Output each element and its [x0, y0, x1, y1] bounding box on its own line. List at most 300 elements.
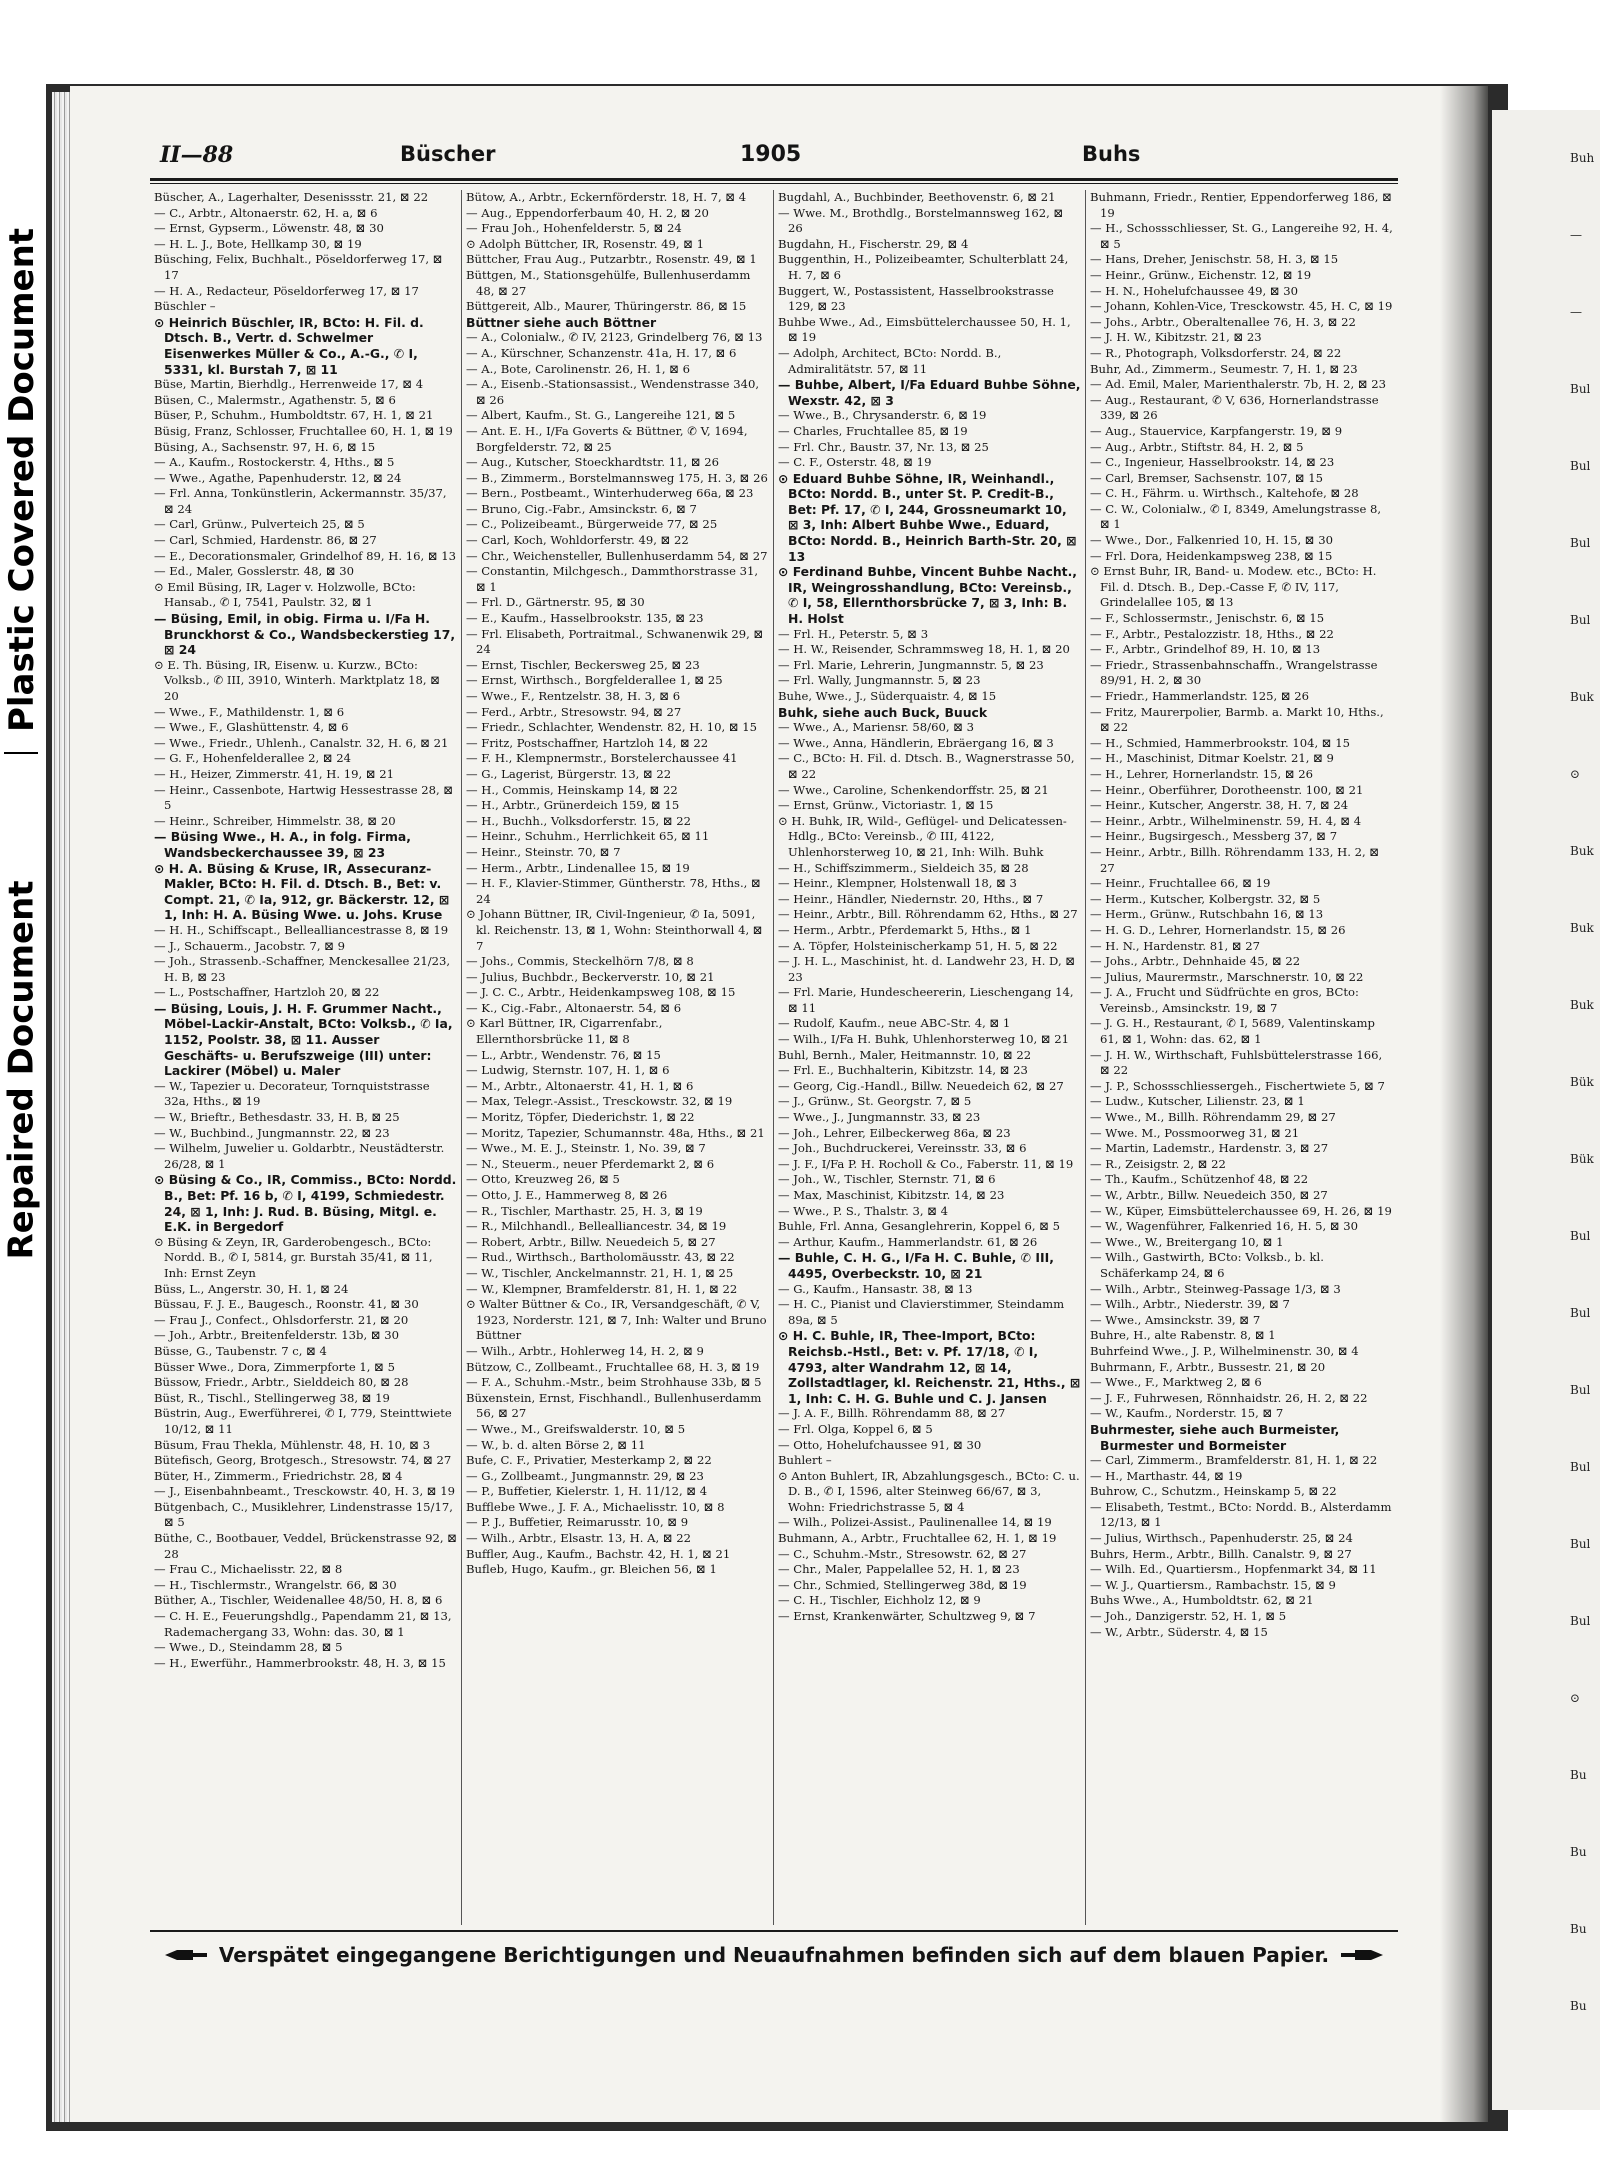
- directory-entry: ⊙ Büsing & Zeyn, IR, Garderobengesch., BCto: Nordd. B., ✆ I, 5814, gr. Burstah 35/41, ⊠ 11, Inh: Ernst Zeyn: [154, 1234, 433, 1280]
- pointing-hand-icon: [163, 1947, 209, 1963]
- directory-entry: ⊙ Heinrich Büschler, IR, BCto: H. Fil. d. Dtsch. B., Vertr. d. Schwelmer Eisenwerkes Müller & Co., A.-G., ✆ I, 5331, kl. Burstah 7, ⊠ 11: [154, 314, 424, 377]
- adjacent-page-text: Bul: [1570, 613, 1591, 627]
- directory-column-3: [774, 190, 1086, 1925]
- directory-entry: — F. A., Schuhm.-Mstr., beim Strohhause 33b, ⊠ 5: [466, 1375, 762, 1390]
- directory-entry: — M., Arbtr., Altonaerstr. 41, H. 1, ⊠ 6: [466, 1078, 694, 1093]
- directory-entry: — Wilh., I/Fa H. Buhk, Uhlenhorsterweg 10, ⊠ 21: [778, 1032, 1070, 1047]
- directory-entry: Buffler, Aug., Kaufm., Bachstr. 42, H. 1, ⊠ 21: [466, 1546, 731, 1561]
- directory-entry: — H. N., Hardenstr. 81, ⊠ 27: [1090, 938, 1261, 953]
- directory-entry: — Aug., Stauervice, Karpfangerstr. 19, ⊠ 9: [1090, 423, 1343, 438]
- directory-entry: — Georg, Cig.-Handl., Billw. Neuedeich 62, ⊠ 27: [778, 1078, 1064, 1093]
- directory-entry: — J. P., Schossschliessergeh., Fischertwiete 5, ⊠ 7: [1090, 1078, 1385, 1093]
- directory-entry: — C., Ingenieur, Hasselbrookstr. 14, ⊠ 23: [1090, 455, 1335, 470]
- header-rule-thin: [150, 183, 1398, 184]
- directory-entry: ⊙ H. Buhk, IR, Wild-, Geflügel- und Delicatessen-Hdlg., BCto: Vereinsb., ✆ III, 4122, Uhlenhorsterweg 10, ⊠ 21, Inh: Wilh. Buhk: [778, 813, 1067, 859]
- directory-entry: — F., Arbtr., Grindelhof 89, H. 10, ⊠ 13: [1090, 642, 1321, 657]
- directory-entry: Büsen, C., Malermstr., Agathenstr. 5, ⊠ 6: [154, 392, 396, 407]
- adjacent-page-text: Bu: [1570, 1922, 1587, 1936]
- directory-entry: — Elisabeth, Testmt., BCto: Nordd. B., Alsterdamm 12/13, ⊠ 1: [1090, 1499, 1392, 1530]
- directory-entry: — Martin, Lademstr., Hardenstr. 3, ⊠ 27: [1090, 1141, 1329, 1156]
- directory-entry: — Adolph, Architect, BCto: Nordd. B., Admiralitätstr. 57, ⊠ 11: [778, 345, 1002, 376]
- directory-entry: — W., Klempner, Bramfelderstr. 81, H. 1, ⊠ 22: [466, 1281, 738, 1296]
- directory-entry: — Carl, Bremser, Sachsenstr. 107, ⊠ 15: [1090, 470, 1324, 485]
- directory-entry: — J. H. W., Kibitzstr. 21, ⊠ 23: [1090, 330, 1262, 345]
- side-label-strip: [0, 0, 44, 2177]
- directory-entry: — Carl, Zimmerm., Bramfelderstr. 81, H. 1, ⊠ 22: [1090, 1453, 1378, 1468]
- directory-entry: — Chr., Maler, Pappelallee 52, H. 1, ⊠ 23: [778, 1562, 1020, 1577]
- directory-entry: — Frau Joh., Hohenfelderstr. 5, ⊠ 24: [466, 221, 682, 236]
- directory-entry: — Robert, Arbtr., Billw. Neuedeich 5, ⊠ 27: [466, 1234, 716, 1249]
- directory-entry: ⊙ Büsing & Co., IR, Commiss., BCto: Nordd. B., Bet: Pf. 16 b, ✆ I, 4199, Schmiedestr. 24, ⊠ 1, Inh: J. Rud. B. Büsing, Mitgl. e. E.K. in Bergedorf: [154, 1172, 457, 1235]
- directory-entry: — Wwe., F., Glashüttenstr. 4, ⊠ 6: [154, 720, 349, 735]
- directory-entry: — Wilh., Arbtr., Niederstr. 39, ⊠ 7: [1090, 1297, 1290, 1312]
- directory-entry: — H. N., Hohelufchaussee 49, ⊠ 30: [1090, 283, 1299, 298]
- directory-entry: — C., Arbtr., Altonaerstr. 62, H. a, ⊠ 6: [154, 205, 378, 220]
- directory-entry: Büssau, F. J. E., Baugesch., Roonstr. 41, ⊠ 30: [154, 1297, 419, 1312]
- directory-entry: — Ludw., Kutscher, Lilienstr. 23, ⊠ 1: [1090, 1094, 1305, 1109]
- directory-entry: Büst, R., Tischl., Stellingerweg 38, ⊠ 19: [154, 1390, 390, 1405]
- directory-entry: — Frau J., Confect., Ohlsdorferstr. 21, ⊠ 20: [154, 1312, 409, 1327]
- directory-entry: — P. J., Buffetier, Reimarusstr. 10, ⊠ 9: [466, 1515, 689, 1530]
- directory-entry: — H., Buchh., Volksdorferstr. 15, ⊠ 22: [466, 813, 692, 828]
- directory-entry: — Albert, Kaufm., St. G., Langereihe 121, ⊠ 5: [466, 408, 736, 423]
- directory-entry: Buhr, Ad., Zimmerm., Seumestr. 7, H. 1, ⊠ 23: [1090, 361, 1358, 376]
- directory-entry: — J., Eisenbahnbeamt., Tresckowstr. 40, H. 3, ⊠ 19: [154, 1484, 455, 1499]
- directory-entry: — Wwe., J., Jungmannstr. 33, ⊠ 23: [778, 1110, 981, 1125]
- directory-entry: — W., b. d. alten Börse 2, ⊠ 11: [466, 1437, 646, 1452]
- directory-entry: Buhlert –: [778, 1453, 832, 1468]
- directory-entry: — A., Eisenb.-Stationsassist., Wendenstrasse 340, ⊠ 26: [466, 377, 760, 407]
- adjacent-page-text: Bük: [1570, 1075, 1594, 1089]
- directory-entry: — J. H. L., Maschinist, ht. d. Landwehr 23, H. D, ⊠ 23: [778, 954, 1076, 984]
- directory-entry: — Aug., Eppendorferbaum 40, H. 2, ⊠ 20: [466, 205, 709, 220]
- directory-entry: — Johs., Arbtr., Oberaltenallee 76, H. 3, ⊠ 22: [1090, 314, 1356, 329]
- directory-entry: — Wwe., M., Greifswalderstr. 10, ⊠ 5: [466, 1421, 686, 1436]
- adjacent-page-text: Bul: [1570, 459, 1591, 473]
- directory-entry: — Joh., Danzigerstr. 52, H. 1, ⊠ 5: [1090, 1609, 1287, 1624]
- directory-entry: — R., Zeisigstr. 2, ⊠ 22: [1090, 1156, 1226, 1171]
- directory-entry: — J. A., Frucht und Südfrüchte en gros, BCto: Vereinsb., Amsinckstr. 19, ⊠ 7: [1090, 985, 1359, 1015]
- directory-entry: — H. L. J., Bote, Hellkamp 30, ⊠ 19: [154, 236, 362, 251]
- directory-entry: — Frl. Anna, Tonkünstlerin, Ackermannstr. 35/37, ⊠ 24: [154, 486, 447, 516]
- directory-entry: Büttgen, M., Stationsgehülfe, Bullenhuserdamm 48, ⊠ 27: [466, 267, 751, 298]
- directory-entry: — L., Postschaffner, Hartzloh 20, ⊠ 22: [154, 985, 380, 1000]
- directory-entry: — H. H., Schiffscapt., Bellealliancestrasse 8, ⊠ 19: [154, 922, 449, 937]
- adjacent-page-text: ⊙: [1570, 767, 1581, 781]
- directory-entry: — A., Kaufm., Rostockerstr. 4, Hths., ⊠ 5: [154, 455, 395, 470]
- directory-entry: — Johs., Commis, Steckelhörn 7/8, ⊠ 8: [466, 954, 694, 969]
- directory-entry: — Carl, Koch, Wohldorferstr. 49, ⊠ 22: [466, 533, 689, 548]
- directory-entry: — W., Arbtr., Billw. Neuedeich 350, ⊠ 27: [1090, 1188, 1328, 1202]
- repaired-text: Repaired Document: [2, 880, 43, 1260]
- adjacent-page-text: Bul: [1570, 1460, 1591, 1474]
- directory-entry: — J. F., I/Fa P. H. Rocholl & Co., Faberstr. 11, ⊠ 19: [778, 1156, 1074, 1171]
- directory-entry: — W., Arbtr., Süderstr. 4, ⊠ 15: [1090, 1624, 1268, 1639]
- directory-entry: — Fritz, Maurerpolier, Barmb. a. Markt 10, Hths., ⊠ 22: [1090, 704, 1384, 735]
- directory-entry: — Moritz, Töpfer, Diederichstr. 1, ⊠ 22: [466, 1110, 695, 1125]
- header-first-name: Büscher: [400, 142, 496, 166]
- directory-entry: Büttner siehe auch Böttner: [466, 314, 657, 330]
- directory-entry: — Wwe., Anna, Händlerin, Ebräergang 16, ⊠ 3: [778, 735, 1054, 750]
- directory-entry: Büser, P., Schuhm., Humboldtstr. 67, H. 1, ⊠ 21: [154, 408, 434, 423]
- plastic-covered-text: Plastic Covered Document: [2, 227, 43, 733]
- directory-entry: ⊙ Emil Büsing, IR, Lager v. Holzwolle, BCto: Hansab., ✆ I, 7541, Paulstr. 32, ⊠ 1: [154, 579, 416, 610]
- directory-entry: — A., Colonialw., ✆ IV, 2123, Grindelberg 76, ⊠ 13: [466, 330, 763, 345]
- directory-entry: Büss, L., Angerstr. 30, H. 1, ⊠ 24: [154, 1281, 349, 1296]
- directory-entry: — W., Küper, Eimsbüttelerchaussee 69, H. 26, ⊠ 19: [1090, 1203, 1392, 1218]
- directory-entry: — Julius, Wirthsch., Papenhuderstr. 25, ⊠ 24: [1090, 1531, 1353, 1546]
- adjacent-page-text: Bul: [1570, 1383, 1591, 1397]
- directory-entry: — Wwe., F., Marktweg 2, ⊠ 6: [1090, 1375, 1262, 1390]
- directory-entry: — A. Töpfer, Holsteinischerkamp 51, H. 5, ⊠ 22: [778, 938, 1058, 953]
- directory-entry: — H., Heizer, Zimmerstr. 41, H. 19, ⊠ 21: [154, 766, 395, 781]
- directory-entry: ⊙ Johann Büttner, IR, Civil-Ingenieur, ✆ Ia, 5091, kl. Reichenstr. 13, ⊠ 1, Wohn: Steinthorwall 4, ⊠ 7: [466, 907, 763, 953]
- directory-entry: ⊙ Ferdinand Buhbe, Vincent Buhbe Nacht., IR, Weingrosshandlung, BCto: Vereinsb., ✆ I, 58, Ellernthorsbrücke 7, ⊠ 3, Inh: B. H. Holst: [778, 564, 1078, 627]
- directory-entry: Büxenstein, Ernst, Fischhandl., Bullenhuserdamm 56, ⊠ 27: [466, 1390, 762, 1421]
- directory-entry: Büsum, Frau Thekla, Mühlenstr. 48, H. 10, ⊠ 3: [154, 1437, 431, 1452]
- directory-entry: Buhe, Wwe., J., Süderquaistr. 4, ⊠ 15: [778, 689, 997, 703]
- directory-entry: — F., Arbtr., Pestalozzistr. 18, Hths., ⊠ 22: [1090, 626, 1334, 641]
- directory-entry: — J., Grünw., St. Georgstr. 7, ⊠ 5: [778, 1094, 972, 1109]
- directory-entry: — Ferd., Arbtr., Stresowstr. 94, ⊠ 27: [466, 704, 682, 719]
- directory-entry: — Heinr., Grünw., Eichenstr. 12, ⊠ 19: [1090, 267, 1312, 282]
- directory-entry: — G., Kaufm., Hansastr. 38, ⊠ 13: [778, 1281, 973, 1296]
- directory-entry: — L., Arbtr., Wendenstr. 76, ⊠ 15: [466, 1047, 661, 1062]
- directory-entry: — Wwe., A., Mariensr. 58/60, ⊠ 3: [778, 720, 974, 735]
- directory-entry: — Carl, Grünw., Pulverteich 25, ⊠ 5: [154, 517, 365, 532]
- directory-entry: — R., Tischler, Marthastr. 25, H. 3, ⊠ 19: [466, 1203, 703, 1218]
- adjacent-page-text: Bu: [1570, 1999, 1587, 2013]
- directory-entry: Büstrin, Aug., Ewerführerei, ✆ I, 779, Steinttwiete 10/12, ⊠ 11: [154, 1406, 452, 1436]
- directory-entry: — F. H., Klempnermstr., Borstelerchaussee 41: [466, 751, 738, 766]
- directory-entry: — Otto, Kreuzweg 26, ⊠ 5: [466, 1172, 620, 1187]
- directory-entry: — Joh., Buchdruckerei, Vereinsstr. 33, ⊠ 6: [778, 1141, 1027, 1156]
- directory-entry: Büse, Martin, Bierhdlg., Herrenweide 17, ⊠ 4: [154, 377, 424, 392]
- directory-entry: — H., Commis, Heinskamp 14, ⊠ 22: [466, 782, 678, 797]
- directory-entry: Buhrow, C., Schutzm., Heinskamp 5, ⊠ 22: [1090, 1484, 1337, 1499]
- directory-entry: — Ad. Emil, Maler, Marienthalerstr. 7b, H. 2, ⊠ 23: [1090, 377, 1386, 392]
- directory-entry: — Wwe. M., Possmoorweg 31, ⊠ 21: [1090, 1125, 1300, 1140]
- directory-entry: Bufleb, Hugo, Kaufm., gr. Bleichen 56, ⊠ 1: [466, 1562, 717, 1577]
- directory-entry: Büsig, Franz, Schlosser, Fruchtallee 60, H. 1, ⊠ 19: [154, 423, 453, 438]
- directory-entry: — H. W., Reisender, Schrammsweg 18, H. 1, ⊠ 20: [778, 642, 1070, 657]
- directory-entry: ⊙ E. Th. Büsing, IR, Eisenw. u. Kurzw., BCto: Volksb., ✆ III, 3910, Winterh. Marktplatz 18, ⊠ 20: [154, 657, 440, 703]
- directory-entry: — Heinr., Arbtr., Wilhelminenstr. 59, H. 4, ⊠ 4: [1090, 813, 1362, 828]
- directory-entry: — Th., Kaufm., Schützenhof 48, ⊠ 22: [1090, 1172, 1309, 1187]
- directory-entry: — G., Lagerist, Bürgerstr. 13, ⊠ 22: [466, 766, 672, 781]
- directory-entry: — C. H., Fährm. u. Wirthsch., Kaltehofe, ⊠ 28: [1090, 486, 1359, 501]
- directory-entry: — Frl. D., Gärtnerstr. 95, ⊠ 30: [466, 595, 645, 610]
- adjacent-page-text: Bul: [1570, 1306, 1591, 1320]
- directory-entry: — Büsing, Emil, in obig. Firma u. I/Fa H. Brunckhorst & Co., Wandsbeckerstieg 17, ⊠ 24: [154, 611, 456, 658]
- directory-entry: ⊙ Anton Buhlert, IR, Abzahlungsgesch., BCto: C. u. D. B., ✆ I, 1596, alter Steinweg 66/67, ⊠ 3, Wohn: Friedrichstrasse 5, ⊠ 4: [778, 1468, 1080, 1514]
- directory-columns: [150, 190, 1398, 1925]
- directory-entry: — E., Kaufm., Hasselbrookstr. 135, ⊠ 23: [466, 611, 704, 626]
- directory-entry: — Wwe., D., Steindamm 28, ⊠ 5: [154, 1640, 343, 1655]
- directory-entry: — Wwe. M., Brothdlg., Borstelmannsweg 162, ⊠ 26: [778, 205, 1064, 236]
- directory-entry: — J. G. H., Restaurant, ✆ I, 5689, Valentinskamp 61, ⊠ 1, Wohn: das. 62, ⊠ 1: [1090, 1016, 1375, 1047]
- directory-column-1: [150, 190, 462, 1925]
- directory-entry: — W., Tischler, Anckelmannstr. 21, H. 1, ⊠ 25: [466, 1265, 734, 1280]
- directory-entry: — K., Cig.-Fabr., Altonaerstr. 54, ⊠ 6: [466, 1000, 682, 1015]
- directory-entry: — Herm., Kutscher, Kolbergstr. 32, ⊠ 5: [1090, 891, 1321, 906]
- directory-entry: — Buhbe, Albert, I/Fa Eduard Buhbe Söhne, Wexstr. 42, ⊠ 3: [778, 377, 1081, 408]
- directory-entry: Büthe, C., Bootbauer, Veddel, Brückenstrasse 92, ⊠ 28: [154, 1531, 457, 1561]
- directory-entry: Bugdahl, A., Buchbinder, Beethovenstr. 6, ⊠ 21: [778, 190, 1056, 204]
- directory-entry: — A., Bote, Carolinenstr. 26, H. 1, ⊠ 6: [466, 361, 690, 376]
- directory-entry: Bütgenbach, C., Musiklehrer, Lindenstrasse 15/17, ⊠ 5: [154, 1499, 453, 1530]
- directory-entry: — Julius, Buchbdr., Beckerverstr. 10, ⊠ 21: [466, 969, 715, 984]
- directory-entry: — Ernst, Wirthsch., Borgfelderallee 1, ⊠ 25: [466, 673, 723, 688]
- directory-entry: — Max, Telegr.-Assist., Tresckowstr. 32, ⊠ 19: [466, 1094, 733, 1109]
- page-number: II—88: [160, 142, 234, 168]
- directory-entry: — Charles, Fruchtallee 85, ⊠ 19: [778, 423, 968, 438]
- directory-entry: — Wilhelm, Juwelier u. Goldarbtr., Neustädterstr. 26/28, ⊠ 1: [154, 1141, 445, 1171]
- directory-entry: — Heinr., Arbtr., Billh. Röhrendamm 133, H. 2, ⊠ 27: [1090, 844, 1380, 875]
- directory-entry: — W., Brieftr., Bethesdastr. 33, H. B, ⊠ 25: [154, 1110, 400, 1125]
- adjacent-page-text: Buk: [1570, 998, 1594, 1012]
- header-last-name: Buhs: [1082, 142, 1141, 166]
- directory-entry: — W. J., Quartiersm., Rambachstr. 15, ⊠ 9: [1090, 1577, 1336, 1592]
- directory-entry: — C., BCto: H. Fil. d. Dtsch. B., Wagnerstrasse 50, ⊠ 22: [778, 751, 1075, 781]
- directory-entry: — W., Buchbind., Jungmannstr. 22, ⊠ 23: [154, 1125, 390, 1140]
- directory-entry: — C. W., Colonialw., ✆ I, 8349, Amelungstrasse 8, ⊠ 1: [1090, 501, 1382, 532]
- directory-entry: — Chr., Weichensteller, Bullenhuserdamm 54, ⊠ 27: [466, 548, 768, 563]
- directory-entry: — Wwe., Amsinckstr. 39, ⊠ 7: [1090, 1312, 1261, 1327]
- page-header: [160, 142, 1392, 176]
- directory-entry: — Aug., Restaurant, ✆ V, 636, Hornerlandstrasse 339, ⊠ 26: [1090, 392, 1379, 423]
- directory-entry: Büsching, Felix, Buchhalt., Pöseldorferweg 17, ⊠ 17: [154, 252, 443, 282]
- directory-entry: — Wwe., M., Billh. Röhrendamm 29, ⊠ 27: [1090, 1110, 1336, 1125]
- directory-entry: — Heinr., Kutscher, Angerstr. 38, H. 7, ⊠ 24: [1090, 798, 1349, 813]
- directory-entry: — Wilh., Polizei-Assist., Paulinenallee 14, ⊠ 19: [778, 1515, 1052, 1530]
- directory-entry: — Joh., W., Tischler, Sternstr. 71, ⊠ 6: [778, 1172, 996, 1187]
- adjacent-page-text: ⊙: [1570, 1691, 1581, 1705]
- directory-entry: — Chr., Schmied, Stellingerweg 38d, ⊠ 19: [778, 1577, 1027, 1592]
- directory-entry: — Ernst, Tischler, Beckersweg 25, ⊠ 23: [466, 657, 700, 672]
- directory-entry: Buggenthin, H., Polizeibeamter, Schulterblatt 24, H. 7, ⊠ 6: [778, 252, 1069, 282]
- directory-entry: — H., Tischlermstr., Wrangelstr. 66, ⊠ 30: [154, 1577, 397, 1592]
- directory-entry: Buhs Wwe., A., Humboldtstr. 62, ⊠ 21: [1090, 1593, 1314, 1608]
- directory-entry: — H. A., Redacteur, Pöseldorferweg 17, ⊠ 17: [154, 283, 419, 298]
- directory-entry: — Johann, Kohlen-Vice, Tresckowstr. 45, H. C, ⊠ 19: [1090, 299, 1393, 314]
- directory-entry: — C. F., Osterstr. 48, ⊠ 19: [778, 455, 932, 470]
- directory-entry: — Wwe., Dor., Falkenried 10, H. 15, ⊠ 30: [1090, 533, 1333, 548]
- directory-entry: — H. G. D., Lehrer, Hornerlandstr. 15, ⊠ 26: [1090, 922, 1346, 937]
- directory-entry: — G., Zollbeamt., Jungmannstr. 29, ⊠ 23: [466, 1468, 704, 1483]
- footer-note: Verspätet eingegangene Berichtigungen und Neuaufnahmen befinden sich auf dem blauen Papier.: [218, 1943, 1330, 1967]
- directory-entry: — Frl. Marie, Hundescheererin, Lieschengang 14, ⊠ 11: [778, 985, 1074, 1015]
- directory-entry: Büttgereit, Alb., Maurer, Thüringerstr. 86, ⊠ 15: [466, 299, 747, 314]
- directory-column-4: [1086, 190, 1398, 1925]
- directory-entry: — Wwe., Friedr., Uhlenh., Canalstr. 32, H. 6, ⊠ 21: [154, 735, 449, 750]
- directory-entry: — Büsing, Louis, J. H. F. Grummer Nacht., Möbel-Lackir-Anstalt, BCto: Volksb., ✆ Ia, 1152, Poolstr. 38, ⊠ 11. Ausser Geschäfts- u. Berufszweige (III) unter: Lackirer (Möbel) u. Maler: [154, 1000, 453, 1079]
- directory-entry: — J. A. F., Billh. Röhrendamm 88, ⊠ 27: [778, 1406, 1006, 1421]
- directory-entry: — H., Marthastr. 44, ⊠ 19: [1090, 1468, 1243, 1483]
- directory-entry: — Friedr., Strassenbahnschaffn., Wrangelstrasse 89/91, H. 2, ⊠ 30: [1090, 657, 1378, 688]
- directory-entry: — Frl. Olga, Koppel 6, ⊠ 5: [778, 1421, 933, 1436]
- directory-entry: — Heinr., Steinstr. 70, ⊠ 7: [466, 844, 621, 859]
- adjacent-page-text: Bul: [1570, 382, 1591, 396]
- directory-entry: ⊙ H. C. Buhle, IR, Thee-Import, BCto: Reichsb.-Hstl., Bet: v. Pf. 17/18, ✆ I, 4793, alter Wandrahm 12, ⊠ 14, Zollstadtlager, kl. Reichenstr. 21, Hths., ⊠ 1, Inh: C. H. G. Buhle und C. J. Jansen: [778, 1328, 1081, 1406]
- directory-entry: — H. C., Pianist und Clavierstimmer, Steindamm 89a, ⊠ 5: [778, 1297, 1065, 1327]
- directory-entry: — C., Polizeibeamt., Bürgerweide 77, ⊠ 25: [466, 517, 718, 532]
- adjacent-page-text: Bul: [1570, 1614, 1591, 1628]
- directory-entry: — Wwe., Caroline, Schenkendorffstr. 25, ⊠ 21: [778, 782, 1049, 797]
- adjacent-page-text: Bük: [1570, 1152, 1594, 1166]
- adjacent-page-text: Bu: [1570, 1768, 1587, 1782]
- directory-entry: — Heinr., Händler, Niedernstr. 20, Hths., ⊠ 7: [778, 891, 1044, 906]
- directory-entry: Büther, A., Tischler, Weidenallee 48/50, H. 8, ⊠ 6: [154, 1593, 443, 1608]
- directory-entry: — Wwe., F., Rentzelstr. 38, H. 3, ⊠ 6: [466, 689, 681, 703]
- directory-entry: — J. F., Fuhrwesen, Rönnhaidstr. 26, H. 2, ⊠ 22: [1090, 1390, 1368, 1405]
- directory-entry: — G. F., Hohenfelderallee 2, ⊠ 24: [154, 751, 351, 766]
- directory-entry: — Hans, Dreher, Jenischstr. 58, H. 3, ⊠ 15: [1090, 252, 1339, 267]
- directory-entry: Bugdahn, H., Fischerstr. 29, ⊠ 4: [778, 236, 969, 251]
- directory-entry: — H., Arbtr., Grünerdeich 159, ⊠ 15: [466, 798, 680, 813]
- directory-entry: — Heinr., Klempner, Holstenwall 18, ⊠ 3: [778, 876, 1017, 891]
- directory-entry: Buhl, Bernh., Maler, Heitmannstr. 10, ⊠ 22: [778, 1047, 1032, 1062]
- directory-entry: — Frl. Marie, Lehrerin, Jungmannstr. 5, ⊠ 23: [778, 657, 1044, 672]
- plastic-covered-label: [0, 210, 44, 750]
- directory-entry: Büscher, A., Lagerhalter, Desenissstr. 21, ⊠ 22: [154, 190, 429, 204]
- adjacent-page-text: —: [1570, 228, 1582, 242]
- directory-entry: — J., Schauerm., Jacobstr. 7, ⊠ 9: [154, 938, 346, 953]
- directory-entry: Buhre, H., alte Rabenstr. 8, ⊠ 1: [1090, 1328, 1276, 1343]
- directory-entry: ⊙ Eduard Buhbe Söhne, IR, Weinhandl., BCto: Nordd. B., unter St. P. Credit-B., Bet: Pf. 17, ✆ I, 244, Grossneumarkt 10, ⊠ 3, Inh: Albert Buhbe Wwe., Eduard, BCto: Nordd. B., Heinrich Barth-Str. 20, ⊠ 13: [778, 470, 1077, 564]
- adjacent-page-text: Buh: [1570, 151, 1595, 165]
- directory-entry: Buhrs, Herm., Arbtr., Billh. Canalstr. 9, ⊠ 27: [1090, 1546, 1352, 1561]
- directory-entry: — Frl. Dora, Heidenkampsweg 238, ⊠ 15: [1090, 548, 1333, 563]
- directory-entry: — W., Wagenführer, Falkenried 16, H. 5, ⊠ 30: [1090, 1219, 1359, 1234]
- directory-entry: — J. C. C., Arbtr., Heidenkampsweg 108, ⊠ 15: [466, 985, 736, 1000]
- directory-entry: — H., Schiffszimmerm., Sieldeich 35, ⊠ 28: [778, 860, 1029, 875]
- adjacent-page-text: Bul: [1570, 1229, 1591, 1243]
- directory-entry: Bützow, C., Zollbeamt., Fruchtallee 68, H. 3, ⊠ 19: [466, 1359, 760, 1374]
- directory-entry: Büsse, G., Taubenstr. 7 c, ⊠ 4: [154, 1343, 327, 1358]
- directory-entry: — Heinr., Cassenbote, Hartwig Hessestrasse 28, ⊠ 5: [154, 782, 454, 813]
- book-page-edges: [52, 92, 70, 2122]
- directory-entry: Bufe, C. F., Privatier, Mesterkamp 2, ⊠ 22: [466, 1453, 712, 1468]
- adjacent-page-text: Buk: [1570, 921, 1594, 935]
- directory-entry: — Büsing Wwe., H. A., in folg. Firma, Wandsbeckerchaussee 39, ⊠ 23: [154, 829, 412, 860]
- directory-entry: — Frl. Elisabeth, Portraitmal., Schwanenwik 29, ⊠ 24: [466, 626, 764, 657]
- directory-entry: — Ed., Maler, Gosslerstr. 48, ⊠ 30: [154, 564, 354, 579]
- directory-entry: — H., Maschinist, Ditmar Koelstr. 21, ⊠ 9: [1090, 751, 1334, 766]
- pointing-hand-icon-right: [1339, 1947, 1385, 1963]
- directory-entry: — H., Schossschliesser, St. G., Langereihe 92, H. 4, ⊠ 5: [1090, 221, 1393, 251]
- directory-entry: — Heinr., Oberführer, Dorotheenstr. 100, ⊠ 21: [1090, 782, 1364, 797]
- directory-entry: — Heinr., Schuhm., Herrlichkeit 65, ⊠ 11: [466, 829, 710, 844]
- directory-entry: — Carl, Schmied, Hardenstr. 86, ⊠ 27: [154, 533, 377, 548]
- directory-entry: — H. F., Klavier-Stimmer, Güntherstr. 78, Hths., ⊠ 24: [466, 876, 761, 906]
- directory-entry: Bufflebe Wwe., J. F. A., Michaelisstr. 10, ⊠ 8: [466, 1499, 725, 1514]
- directory-entry: — Herm., Arbtr., Pferdemarkt 5, Hths., ⊠ 1: [778, 922, 1032, 937]
- directory-entry: — Bruno, Cig.-Fabr., Amsinckstr. 6, ⊠ 7: [466, 501, 697, 516]
- directory-entry: — W., Tapezier u. Decorateur, Tornquiststrasse 32a, Hths., ⊠ 19: [154, 1078, 430, 1109]
- directory-entry: — C. H., Tischler, Eichholz 12, ⊠ 9: [778, 1593, 981, 1608]
- directory-entry: — Joh., Strassenb.-Schaffner, Menckesallee 21/23, H. B, ⊠ 23: [154, 954, 451, 984]
- directory-entry: Buggert, W., Postassistent, Hasselbrookstrasse 129, ⊠ 23: [778, 283, 1054, 314]
- directory-entry: Buhle, Frl. Anna, Gesanglehrerin, Koppel 6, ⊠ 5: [778, 1219, 1060, 1234]
- directory-entry: — Ernst, Gypserm., Löwenstr. 48, ⊠ 30: [154, 221, 384, 236]
- directory-entry: — Herm., Arbtr., Lindenallee 15, ⊠ 19: [466, 860, 690, 875]
- directory-entry: — Otto, J. E., Hammerweg 8, ⊠ 26: [466, 1188, 668, 1202]
- directory-entry: — Wilh., Arbtr., Hohlerweg 14, H. 2, ⊠ 9: [466, 1343, 704, 1358]
- directory-entry: — Julius, Maurermstr., Marschnerstr. 10, ⊠ 22: [1090, 969, 1364, 984]
- directory-entry: — Aug., Kutscher, Stoeckhardtstr. 11, ⊠ 26: [466, 455, 720, 470]
- directory-entry: — Wilh., Gastwirth, BCto: Volksb., b. kl. Schäferkamp 24, ⊠ 6: [1090, 1250, 1324, 1280]
- directory-entry: — Wwe., Agathe, Papenhuderstr. 12, ⊠ 24: [154, 470, 402, 485]
- directory-entry: — Ernst, Grünw., Victoriastr. 1, ⊠ 15: [778, 798, 994, 813]
- adjacent-page-text: Buk: [1570, 690, 1594, 704]
- directory-entry: Büssow, Friedr., Arbtr., Sielddeich 80, ⊠ 28: [154, 1375, 409, 1390]
- directory-entry: — Wilh., Arbtr., Steinweg-Passage 1/3, ⊠ 3: [1090, 1281, 1341, 1296]
- directory-entry: — P., Buffetier, Kielerstr. 1, H. 11/12, ⊠ 4: [466, 1484, 708, 1499]
- adjacent-page-text: Bul: [1570, 1537, 1591, 1551]
- directory-entry: — Ant. E. H., I/Fa Goverts & Büttner, ✆ V, 1694, Borgfelderstr. 72, ⊠ 25: [466, 423, 748, 454]
- directory-entry: — H., Schmied, Hammerbrookstr. 104, ⊠ 15: [1090, 735, 1350, 750]
- directory-entry: — Fritz, Postschaffner, Hartzloh 14, ⊠ 22: [466, 735, 709, 750]
- directory-entry: Bütow, A., Arbtr., Eckernförderstr. 18, H. 7, ⊠ 4: [466, 190, 747, 204]
- directory-entry: Büttcher, Frau Aug., Putzarbtr., Rosenstr. 49, ⊠ 1: [466, 252, 757, 267]
- directory-entry: — R., Photograph, Volksdorferstr. 24, ⊠ 22: [1090, 345, 1342, 360]
- directory-entry: — Ludwig, Sternstr. 107, H. 1, ⊠ 6: [466, 1063, 670, 1078]
- directory-entry: — H., Ewerführ., Hammerbrookstr. 48, H. 3, ⊠ 15: [154, 1655, 446, 1670]
- directory-entry: — N., Steuerm., neuer Pferdemarkt 2, ⊠ 6: [466, 1156, 715, 1171]
- directory-entry: — J. H. W., Wirthschaft, Fuhlsbüttelerstrasse 166, ⊠ 22: [1090, 1047, 1383, 1078]
- directory-entry: ⊙ Adolph Büttcher, IR, Rosenstr. 49, ⊠ 1: [466, 236, 705, 251]
- adjacent-page-text: Bul: [1570, 536, 1591, 550]
- directory-entry: Büter, H., Zimmerm., Friedrichstr. 28, ⊠ 4: [154, 1468, 403, 1483]
- adjacent-page-text: Buk: [1570, 844, 1594, 858]
- directory-entry: Buhrmann, F., Arbtr., Bussestr. 21, ⊠ 20: [1090, 1359, 1326, 1374]
- directory-entry: — W., Kaufm., Norderstr. 15, ⊠ 7: [1090, 1406, 1284, 1421]
- directory-entry: — C., Schuhm.-Mstr., Stresowstr. 62, ⊠ 27: [778, 1546, 1027, 1561]
- directory-entry: — Joh., Arbtr., Breitenfelderstr. 13b, ⊠ 30: [154, 1328, 399, 1343]
- directory-entry: Büsing, A., Sachsenstr. 97, H. 6, ⊠ 15: [154, 439, 376, 454]
- directory-entry: — Johs., Arbtr., Dehnhaide 45, ⊠ 22: [1090, 954, 1301, 969]
- directory-entry: Büschler –: [154, 299, 216, 314]
- directory-entry: Bütefisch, Georg, Brotgesch., Stresowstr. 74, ⊠ 27: [154, 1453, 452, 1468]
- directory-entry: — Wilh. Ed., Quartiersm., Hopfenmarkt 34, ⊠ 11: [1090, 1562, 1377, 1577]
- directory-entry: — Frl. E., Buchhalterin, Kibitzstr. 14, ⊠ 23: [778, 1063, 1028, 1078]
- directory-entry: — H., Lehrer, Hornerlandstr. 15, ⊠ 26: [1090, 766, 1314, 781]
- directory-entry: — Wwe., P. S., Thalstr. 3, ⊠ 4: [778, 1203, 949, 1218]
- directory-entry: — Ernst, Krankenwärter, Schultzweg 9, ⊠ 7: [778, 1609, 1036, 1624]
- directory-entry: — Max, Maschinist, Kibitzstr. 14, ⊠ 23: [778, 1188, 1005, 1202]
- directory-entry: — Otto, Hohelufchaussee 91, ⊠ 30: [778, 1437, 982, 1452]
- footer-rule: [150, 1930, 1398, 1932]
- directory-entry: — C. H. E., Feuerungshdlg., Papendamm 21, ⊠ 13, Rademachergang 33, Wohn: das. 30, ⊠ 1: [154, 1609, 452, 1639]
- directory-entry: Buhbe Wwe., Ad., Eimsbüttelerchaussee 50, H. 1, ⊠ 19: [778, 314, 1071, 345]
- directory-entry: Buhk, siehe auch Buck, Buuck: [778, 704, 988, 720]
- adjacent-page-text: —: [1570, 305, 1582, 319]
- directory-entry: — Friedr., Hammerlandstr. 125, ⊠ 26: [1090, 689, 1310, 703]
- directory-entry: ⊙ Ernst Buhr, IR, Band- u. Modew. etc., BCto: H. Fil. d. Dtsch. B., Dep.-Casse F, ✆ IV, 117, Grindelallee 105, ⊠ 13: [1090, 564, 1377, 610]
- directory-entry: — Heinr., Schreiber, Himmelstr. 38, ⊠ 20: [154, 813, 396, 828]
- directory-entry: — Frl. Wally, Jungmannstr. 5, ⊠ 23: [778, 673, 981, 688]
- directory-entry: — Rud., Wirthsch., Bartholomäusstr. 43, ⊠ 22: [466, 1250, 735, 1265]
- page-gutter-shadow: [1440, 86, 1488, 2122]
- directory-entry: — Rudolf, Kaufm., neue ABC-Str. 4, ⊠ 1: [778, 1016, 1011, 1031]
- directory-entry: — Wwe., F., Mathildenstr. 1, ⊠ 6: [154, 704, 345, 719]
- directory-entry: — Constantin, Milchgesch., Dammthorstrasse 31, ⊠ 1: [466, 564, 759, 594]
- header-year: 1905: [740, 142, 802, 167]
- header-rule: [150, 178, 1398, 181]
- adjacent-page-fragment: [1492, 110, 1600, 2110]
- directory-entry: — A., Kürschner, Schanzenstr. 41a, H. 17, ⊠ 6: [466, 345, 737, 360]
